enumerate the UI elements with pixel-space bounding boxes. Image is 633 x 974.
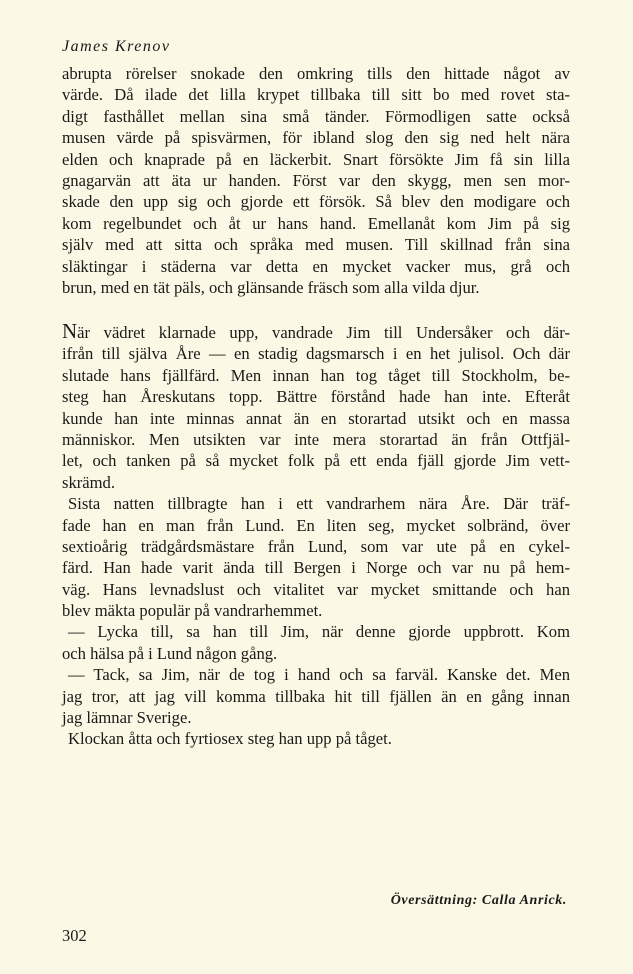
text-line: fade han en man från Lund. En liten seg, mycket solbränd, över: [62, 515, 570, 535]
text-line: — Tack, sa Jim, när de tog i hand och sa farväl. Kanske det. Men: [68, 665, 570, 685]
text-line: kunde han inte minnas annat än en storartad utsikt och en massa: [62, 408, 570, 428]
text-line: Klockan åtta och fyrtiosex steg han upp på tåget.: [68, 729, 392, 749]
paragraph-1: [62, 63, 570, 298]
text-line: kom regelbundet och åt ur hans hand. Emellanåt kom Jim på sig: [62, 213, 570, 233]
text-line: släktingar i städerna var detta en mycket vacker mus, grå och: [62, 256, 570, 276]
text-line: färd. Han hade varit ända till Bergen i Norge och var nu på hem-: [62, 558, 570, 578]
text-line: jag tror, att jag vill komma tillbaka hit till fjällen än en gång innan: [62, 686, 570, 706]
page-number: 302: [62, 926, 87, 945]
text-line: gnagarvän att äta ur handen. Först var den skygg, men sen mor-: [62, 170, 570, 190]
text-line: sextioårig trädgårdsmästare från Lund, som var ute på en cykel-: [62, 536, 570, 556]
translator-credit: Översättning: Calla Anrick.: [390, 893, 567, 908]
text-line: steg han Åreskutans topp. Bättre förstånd hade han inte. Efteråt: [62, 387, 570, 407]
text-line: Sista natten tillbragte han i ett vandrarhem nära Åre. Där träf-: [68, 494, 570, 514]
text-line: själv med att sitta och språka med musen. Till skillnad från sina: [62, 235, 570, 255]
text-line: blev mäkta populär på vandrarhemmet.: [62, 601, 323, 621]
running-head-author: James Krenov: [62, 38, 171, 55]
text-line: slutade hans fjällfärd. Men innan han tog tåget till Stockholm, be-: [62, 365, 570, 385]
text-line: let, och tanken på så mycket folk på ett enda fjäll gjorde Jim vett-: [62, 451, 570, 471]
text-line: värde. Då ilade det lilla krypet tillbaka till sitt bo med rovet sta-: [62, 85, 570, 105]
text-line: ifrån till själva Åre — en stadig dagsmarsch i en het julisol. Och där: [62, 344, 570, 364]
text-line: skrämd.: [62, 472, 115, 492]
section-2: [62, 319, 570, 750]
text-line: och hälsa på i Lund någon gång.: [62, 643, 278, 663]
drop-cap: N: [62, 319, 78, 343]
text-line: — Lycka till, sa han till Jim, när denne gjorde uppbrott. Kom: [68, 622, 570, 642]
text-line: skade den upp sig och gjorde ett försök. Så blev den modigare och: [62, 192, 570, 212]
text-line: jag lämnar Sverige.: [62, 708, 192, 728]
text-line: människor. Men utsikten var inte mera storartad än från Ottfjäl-: [62, 429, 570, 449]
text-line: brun, med en tät päls, och glänsande fräsch som alla vilda djur.: [62, 277, 480, 297]
text-line: elden och knaprade på en läckerbit. Snart försökte Jim få sin lilla: [62, 149, 570, 169]
text-line-first: [62, 319, 570, 343]
text-line: väg. Hans levnadslust och vitalitet var mycket smittande och han: [62, 579, 570, 599]
text-line: digt fasthållet mellan sina små tänder. Förmodligen satte också: [62, 106, 570, 126]
text-line: musen värde på spisvärmen, för ibland slog den sig ned helt nära: [62, 128, 570, 148]
text-line: abrupta rörelser snokade den omkring tills den hittade något av: [62, 64, 570, 83]
first-line-rest: är vädret klarnade upp, vandrade Jim till Undersåker och där-: [77, 323, 570, 342]
